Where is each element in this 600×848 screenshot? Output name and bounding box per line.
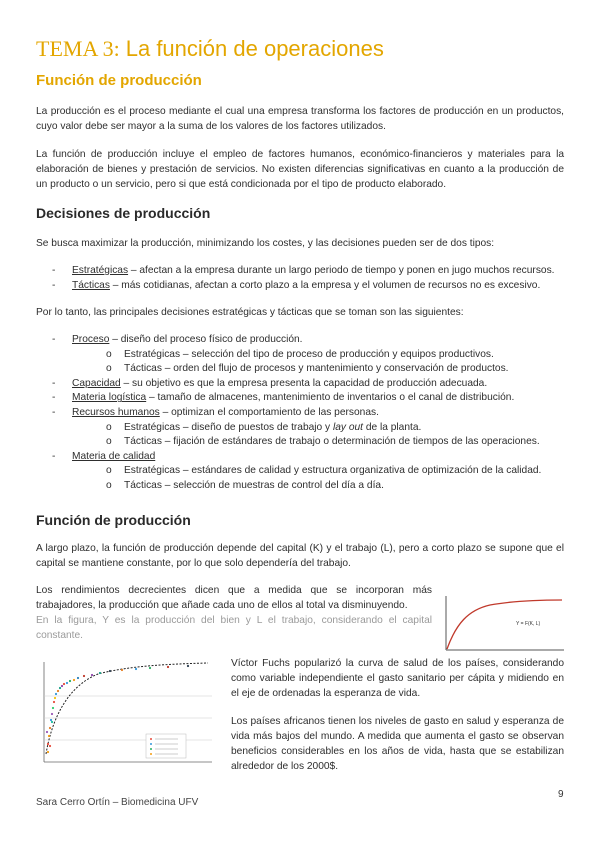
term: Recursos humanos bbox=[72, 406, 160, 418]
sub-item-emphasis: lay out bbox=[332, 421, 363, 433]
term: Materia logística bbox=[72, 392, 147, 404]
section-heading: Función de producción bbox=[36, 72, 202, 89]
sub-item-text: Estratégicas – estándares de calidad y estructura organizativa de optimización de la calidad. bbox=[124, 465, 542, 477]
sub-item-text: Tácticas – selección de muestras de control del día a día. bbox=[124, 479, 384, 491]
title-rest: La función de operaciones bbox=[125, 36, 384, 61]
intro-paragraph-1: La producción es el proceso mediante el cual una empresa transforma los factores de producción en un productos, cuyo valor debe ser mayor a la suma de los valores de los factores utilizados. bbox=[36, 106, 564, 132]
health-curve-figure bbox=[38, 658, 216, 768]
funcion-paragraph-4: Víctor Fuchs popularizó la curva de salud de los países, considerando como variable independiente el gasto sanitario per cápita y midiendo en el eje de ordenadas la esperanza de vida. bbox=[231, 658, 564, 699]
decisiones-intro: Se busca maximizar la producción, minimizando los costes, y las decisiones pueden ser de dos tipos: bbox=[36, 238, 495, 249]
decisiones-lead-in: Por lo tanto, las principales decisiones estratégicas y tácticas que se toman son las siguientes: bbox=[36, 307, 464, 318]
decision-types-list bbox=[52, 264, 564, 293]
title-lead: TEMA 3: bbox=[36, 36, 120, 61]
funcion-figure-caption: En la figura, Y es la producción del bien y L el trabajo, considerando el capital constante. bbox=[36, 615, 432, 641]
sub-item: o Estratégicas – diseño de puestos de trabajo y lay out de la planta. bbox=[106, 421, 422, 433]
sub-item-text: de la planta. bbox=[363, 421, 422, 433]
term: Materia de calidad bbox=[72, 450, 156, 462]
funcion-paragraph-5: Los países africanos tienen los niveles de gasto en salud y esperanza de vida más bajos del mundo. A medida que aumenta el gasto se observan beneficios considerables en los años de vida, hasta que se estabilizan alrededor de los 2000$. bbox=[231, 716, 564, 772]
sub-item: o Estratégicas – estándares de calidad y estructura organizativa de optimización de la calidad. bbox=[106, 465, 542, 477]
term: Tácticas bbox=[72, 279, 110, 291]
sub-item: o Tácticas – fijación de estándares de trabajo o determinación de tiempos de las operaciones. bbox=[106, 436, 540, 448]
sub-item-text: Estratégicas – selección del tipo de proceso de producción y equipos productivos. bbox=[124, 348, 494, 360]
item-text: – más cotidianas, afectan a corto plazo a la empresa y el volumen de recursos no es excesivo. bbox=[109, 279, 541, 291]
list-item-proceso: - Proceso – diseño del proceso físico de producción. o Estratégicas – selección del tipo de proceso de producción y equipos productivos. o Tácticas – orden del flujo de procesos y mantenimiento y conservación de productos. bbox=[52, 333, 564, 377]
item-text: – su objetivo es que la empresa presenta la capacidad de producción adecuada. bbox=[120, 377, 488, 389]
decisiones-heading: Decisiones de producción bbox=[36, 205, 211, 221]
list-item: - Estratégicas – afectan a la empresa durante un largo periodo de tiempo y ponen en jugo muchos recursos. bbox=[52, 265, 555, 276]
page-title bbox=[36, 36, 384, 62]
term: Capacidad bbox=[72, 377, 121, 389]
page-footer: Sara Cerro Ortín – Biomedicina UFV bbox=[36, 797, 199, 808]
sub-item: o Estratégicas – selección del tipo de proceso de producción y equipos productivos. bbox=[106, 348, 494, 360]
item-text: – tamaño de almacenes, mantenimiento de inventarios o el canal de distribución. bbox=[146, 392, 515, 404]
funcion-heading: Función de producción bbox=[36, 512, 191, 528]
list-item-calidad: - Materia de calidad o Estratégicas – estándares de calidad y estructura organizativa de optimización de la calidad. o Tácticas – selección de muestras de control del día a día. bbox=[52, 450, 564, 494]
funcion-paragraph-2: Los rendimientos decrecientes dicen que a medida que se incorporan más trabajadores, la producción que añade cada uno de ellos al total va disminuyendo. bbox=[36, 585, 432, 611]
list-item-logistica: - Materia logística – tamaño de almacenes, mantenimiento de inventarios o el canal de distribución. bbox=[52, 392, 515, 404]
figure-background bbox=[38, 658, 216, 768]
funcion-paragraph-1: A largo plazo, la función de producción depende del capital (K) y el trabajo (L), pero a corto plazo se supone que el capital se mantiene constante, por lo que solo dependería del trabajo. bbox=[36, 543, 564, 569]
item-text: – diseño del proceso físico de producción. bbox=[109, 334, 303, 345]
sub-item-text: Tácticas – fijación de estándares de trabajo o determinación de tiempos de las operaciones. bbox=[124, 436, 540, 448]
list-item: - Tácticas – más cotidianas, afectan a corto plazo a la empresa y el volumen de recursos no es excesivo. bbox=[52, 279, 541, 291]
item-text: – afectan a la empresa durante un largo periodo de tiempo y ponen en jugo muchos recursos. bbox=[128, 265, 555, 276]
item-text: – optimizan el comportamiento de las personas. bbox=[159, 406, 379, 418]
sub-item: o Tácticas – selección de muestras de control del día a día. bbox=[106, 479, 384, 491]
sub-item: o Tácticas – orden del flujo de procesos y mantenimiento y conservación de productos. bbox=[106, 363, 509, 375]
production-function-figure bbox=[442, 594, 566, 652]
sub-item-text: Estratégicas – diseño de puestos de trabajo y bbox=[124, 421, 333, 433]
term: Proceso bbox=[72, 334, 110, 345]
figure-legend bbox=[146, 734, 186, 758]
figure-label: Y = F(K, L) bbox=[516, 621, 541, 627]
list-item-capacidad: - Capacidad – su objetivo es que la empresa presenta la capacidad de producción adecuada. bbox=[52, 377, 488, 389]
decisions-list bbox=[52, 333, 564, 494]
page-number: 9 bbox=[558, 789, 564, 800]
term: Estratégicas bbox=[72, 265, 129, 276]
intro-paragraph-2: La función de producción incluye el empleo de factores humanos, económico-financieros y materiales para la elaboración de bienes y prestación de servicios. No existen diferencias significativas en cuanto a la producción de un producto o un servicio, pero si que está condicionada por el tipo de producto elaborado. bbox=[36, 149, 564, 190]
sub-item-text: Tácticas – orden del flujo de procesos y mantenimiento y conservación de productos. bbox=[124, 363, 509, 375]
production-curve bbox=[447, 600, 562, 649]
list-item-rrhh: - Recursos humanos – optimizan el comportamiento de las personas. o Estratégicas – diseño de puestos de trabajo y lay out de la planta. o Tácticas – fijación de estándares de trabajo o determinación de tiempos de las operaciones. bbox=[52, 406, 564, 450]
